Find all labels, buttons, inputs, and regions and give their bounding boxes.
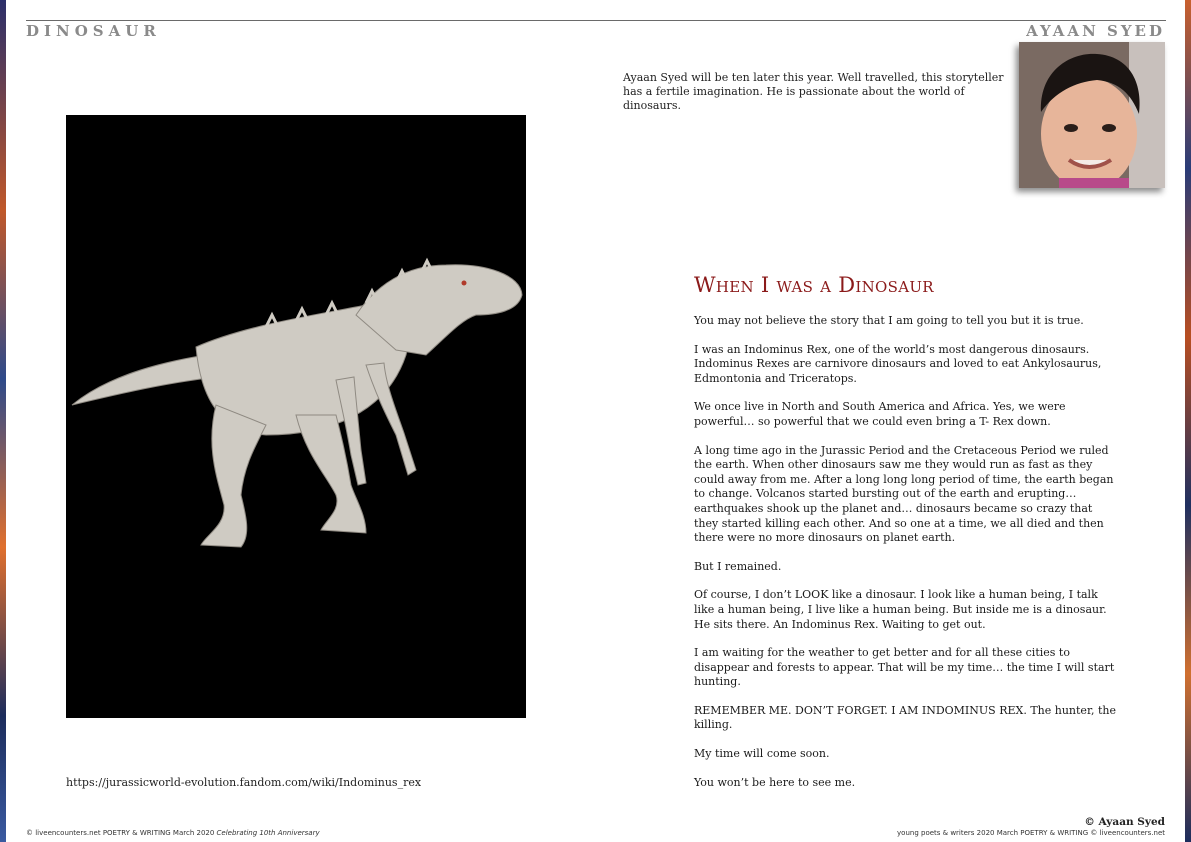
story-paragraph: You won’t be here to see me. [694,775,856,789]
story-paragraph: A long time ago in the Jurassic Period and the Cretaceous Period we ruled the earth. When other dinosaurs saw me they would run as fast as they could away from me. After a long long long period of time, the earth began to change. Volcanos started bursting out of the earth and erupting… earthquakes shook up the planet and… dinosaurs became so crazy that they started killing each other. And so one at a time, we all died and then there were no more dinosaurs on planet earth. [694,443,1114,545]
dinosaur-image [66,115,526,718]
footer-left [26,829,320,837]
story-paragraph: You may not believe the story that I am going to tell you but it is true. [694,314,1084,327]
footer-right: young poets & writers 2020 March POETRY & WRITING © liveencounters.net [897,829,1165,837]
story-paragraph: Of course, I don’t LOOK like a dinosaur. I look like a human being, I talk like a human being, I live like a human being. But inside me is a dinosaur. He sits there. An Indominus Rex. Waiting to get out. [694,588,1107,631]
story-paragraph: REMEMBER ME. DON’T FORGET. I AM INDOMINUS REX. The hunter, the killing. [694,703,1116,732]
story-title: When I was a Dinosaur [694,273,934,297]
story-paragraph: I am waiting for the weather to get better and for all these cities to disappear and forests to appear. That will be my time… the time I will start hunting. [694,646,1115,689]
image-source-link[interactable]: https://jurassicworld-evolution.fandom.com/wiki/Indominus_rex [66,776,422,789]
footer-anniversary: Celebrating 10th Anniversary [216,829,320,837]
story-body [694,314,1120,804]
right-decorative-border [1185,0,1191,842]
header-rule [26,20,1166,21]
story-paragraph: I was an Indominus Rex, one of the world’s most dangerous dinosaurs. Indominus Rexes are carnivore dinosaurs and loved to eat Ankylosaurus, Edmontonia and Triceratops. [694,342,1102,385]
author-bio: Ayaan Syed will be ten later this year. Well travelled, this storyteller has a fertile imagination. He is passionate about the world of dinosaurs. [623,71,1004,112]
author-heading: AYAAN SYED [1026,22,1165,40]
story-paragraph: But I remained. [694,559,782,573]
story-paragraph: My time will come soon. [694,747,830,761]
section-title: DINOSAUR [26,22,161,40]
copyright-notice: © Ayaan Syed [1084,816,1165,828]
footer-left-text: © liveencounters.net POETRY & WRITING March 2020 [26,829,217,837]
left-decorative-border [0,0,6,842]
story-paragraph: We once live in North and South America and Africa. Yes, we were powerful… so powerful that we could even bring a T- Rex down. [694,400,1066,428]
indominus-rex-illustration [66,115,526,718]
author-portrait-image [1019,42,1165,188]
author-photo [1019,42,1165,188]
